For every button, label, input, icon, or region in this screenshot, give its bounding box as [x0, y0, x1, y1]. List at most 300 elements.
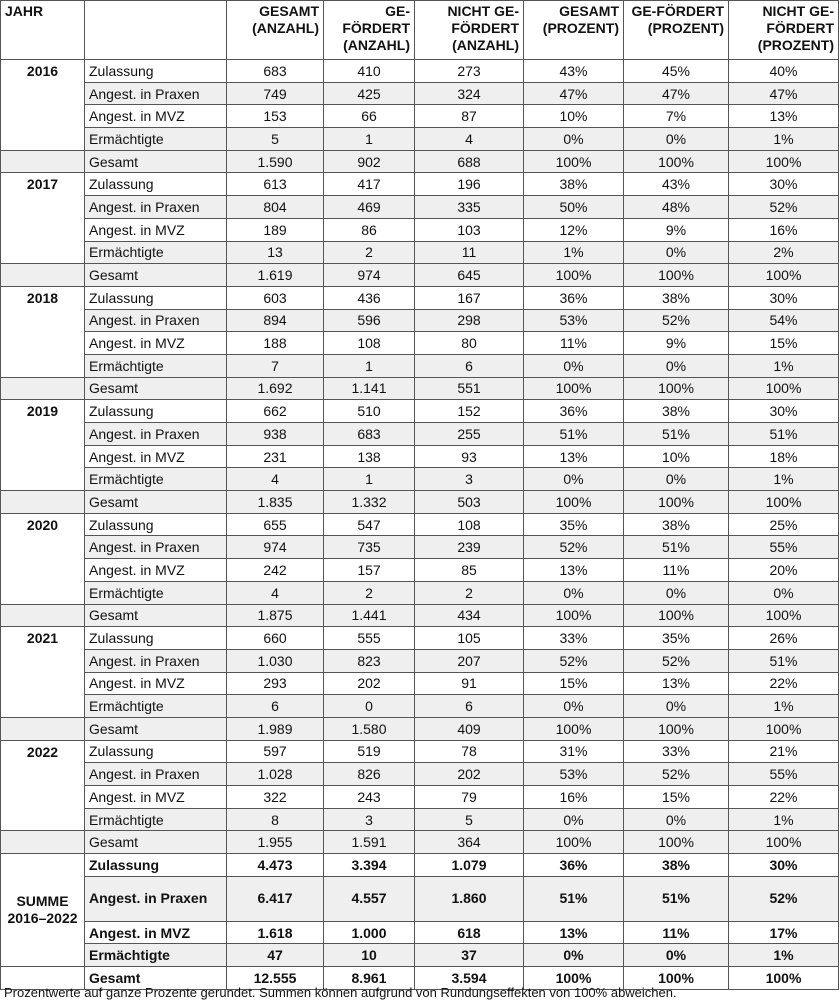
cell-nicht-gefoerdert-anzahl: 108	[415, 513, 524, 536]
cell-nicht-gefoerdert-prozent: 1%	[729, 468, 839, 491]
blank-cell	[1, 264, 85, 287]
cell-kategorie: Ermächtigte	[85, 944, 227, 967]
cell-nicht-gefoerdert-prozent: 21%	[729, 740, 839, 763]
cell-kategorie: Zulassung	[85, 173, 227, 196]
cell-nicht-gefoerdert-prozent: 51%	[729, 423, 839, 446]
cell-nicht-gefoerdert-prozent: 18%	[729, 445, 839, 468]
cell-nicht-gefoerdert-anzahl: 91	[415, 672, 524, 695]
cell-gesamt-anzahl: 231	[227, 445, 324, 468]
cell-nicht-gefoerdert-anzahl: 1.079	[415, 854, 524, 877]
cell-gesamt-anzahl: 153	[227, 105, 324, 128]
cell-nicht-gefoerdert-prozent: 30%	[729, 173, 839, 196]
cell-gesamt-anzahl: 1.835	[227, 491, 324, 514]
cell-gefoerdert-prozent: 9%	[624, 332, 729, 355]
cell-gesamt-anzahl: 749	[227, 82, 324, 105]
cell-gesamt-anzahl: 655	[227, 513, 324, 536]
cell-nicht-gefoerdert-prozent: 100%	[729, 264, 839, 287]
cell-gesamt-anzahl: 1.590	[227, 150, 324, 173]
table-row-summe	[1, 921, 839, 944]
cell-nicht-gefoerdert-anzahl: 2	[415, 581, 524, 604]
cell-gesamt-prozent: 53%	[524, 763, 624, 786]
cell-gefoerdert-prozent: 52%	[624, 763, 729, 786]
cell-gesamt-anzahl: 4.473	[227, 854, 324, 877]
cell-gesamt-prozent: 100%	[524, 150, 624, 173]
table-body	[1, 60, 839, 990]
cell-gefoerdert-anzahl: 417	[324, 173, 415, 196]
cell-gefoerdert-anzahl: 1.141	[324, 377, 415, 400]
cell-gesamt-prozent: 12%	[524, 218, 624, 241]
cell-gefoerdert-prozent: 7%	[624, 105, 729, 128]
cell-nicht-gefoerdert-anzahl: 3.594	[415, 967, 524, 990]
cell-kategorie: Angest. in MVZ	[85, 672, 227, 695]
cell-kategorie: Ermächtigte	[85, 241, 227, 264]
cell-gefoerdert-anzahl: 202	[324, 672, 415, 695]
table-row-summe	[1, 944, 839, 967]
cell-gefoerdert-prozent: 38%	[624, 513, 729, 536]
table-row	[1, 536, 839, 559]
cell-gesamt-anzahl: 8	[227, 808, 324, 831]
cell-gefoerdert-anzahl: 469	[324, 196, 415, 219]
cell-nicht-gefoerdert-anzahl: 273	[415, 60, 524, 83]
cell-nicht-gefoerdert-anzahl: 80	[415, 332, 524, 355]
cell-kategorie: Gesamt	[85, 967, 227, 990]
cell-gefoerdert-prozent: 100%	[624, 150, 729, 173]
cell-kategorie: Angest. in MVZ	[85, 445, 227, 468]
cell-gesamt-prozent: 51%	[524, 876, 624, 921]
cell-gesamt-prozent: 35%	[524, 513, 624, 536]
cell-nicht-gefoerdert-prozent: 52%	[729, 196, 839, 219]
cell-nicht-gefoerdert-anzahl: 645	[415, 264, 524, 287]
cell-gesamt-anzahl: 1.955	[227, 831, 324, 854]
cell-nicht-gefoerdert-anzahl: 364	[415, 831, 524, 854]
table-row	[1, 649, 839, 672]
cell-gefoerdert-anzahl: 974	[324, 264, 415, 287]
cell-nicht-gefoerdert-prozent: 1%	[729, 128, 839, 151]
cell-nicht-gefoerdert-anzahl: 196	[415, 173, 524, 196]
cell-nicht-gefoerdert-anzahl: 167	[415, 286, 524, 309]
cell-nicht-gefoerdert-prozent: 15%	[729, 332, 839, 355]
cell-nicht-gefoerdert-anzahl: 298	[415, 309, 524, 332]
cell-gefoerdert-prozent: 52%	[624, 649, 729, 672]
cell-gefoerdert-anzahl: 1.000	[324, 921, 415, 944]
cell-gefoerdert-anzahl: 1	[324, 354, 415, 377]
cell-gefoerdert-prozent: 13%	[624, 672, 729, 695]
cell-nicht-gefoerdert-prozent: 2%	[729, 241, 839, 264]
cell-gesamt-prozent: 51%	[524, 423, 624, 446]
table-row	[1, 423, 839, 446]
cell-nicht-gefoerdert-prozent: 26%	[729, 627, 839, 650]
cell-nicht-gefoerdert-anzahl: 202	[415, 763, 524, 786]
cell-kategorie: Zulassung	[85, 60, 227, 83]
cell-gesamt-anzahl: 603	[227, 286, 324, 309]
cell-gesamt-prozent: 100%	[524, 967, 624, 990]
cell-gefoerdert-prozent: 38%	[624, 286, 729, 309]
cell-gesamt-anzahl: 974	[227, 536, 324, 559]
cell-nicht-gefoerdert-anzahl: 324	[415, 82, 524, 105]
cell-kategorie: Zulassung	[85, 627, 227, 650]
cell-gesamt-anzahl: 804	[227, 196, 324, 219]
cell-gesamt-prozent: 10%	[524, 105, 624, 128]
table-row	[1, 559, 839, 582]
cell-nicht-gefoerdert-prozent: 100%	[729, 491, 839, 514]
cell-gesamt-anzahl: 4	[227, 468, 324, 491]
cell-gefoerdert-anzahl: 510	[324, 400, 415, 423]
cell-gesamt-anzahl: 293	[227, 672, 324, 695]
cell-gefoerdert-anzahl: 425	[324, 82, 415, 105]
cell-nicht-gefoerdert-anzahl: 79	[415, 786, 524, 809]
table-row	[1, 763, 839, 786]
cell-gefoerdert-prozent: 51%	[624, 423, 729, 446]
cell-gefoerdert-prozent: 52%	[624, 309, 729, 332]
cell-gefoerdert-prozent: 0%	[624, 128, 729, 151]
cell-nicht-gefoerdert-prozent: 1%	[729, 944, 839, 967]
table-row-gesamt	[1, 831, 839, 854]
cell-gesamt-anzahl: 4	[227, 581, 324, 604]
footnote: Prozentwerte auf ganze Prozente gerundet. Summen können aufgrund von Rundungseffekten von 100% abweichen.	[4, 985, 677, 1000]
cell-kategorie: Angest. in Praxen	[85, 196, 227, 219]
cell-nicht-gefoerdert-prozent: 55%	[729, 763, 839, 786]
cell-kategorie: Gesamt	[85, 264, 227, 287]
cell-nicht-gefoerdert-anzahl: 503	[415, 491, 524, 514]
cell-nicht-gefoerdert-anzahl: 4	[415, 128, 524, 151]
cell-gefoerdert-prozent: 38%	[624, 400, 729, 423]
cell-nicht-gefoerdert-anzahl: 37	[415, 944, 524, 967]
cell-nicht-gefoerdert-prozent: 100%	[729, 967, 839, 990]
cell-gefoerdert-prozent: 100%	[624, 491, 729, 514]
cell-gefoerdert-anzahl: 735	[324, 536, 415, 559]
table-row-gesamt	[1, 717, 839, 740]
cell-gefoerdert-anzahl: 596	[324, 309, 415, 332]
cell-gesamt-prozent: 36%	[524, 400, 624, 423]
cell-nicht-gefoerdert-prozent: 1%	[729, 808, 839, 831]
table-row-summe	[1, 854, 839, 877]
cell-gefoerdert-prozent: 45%	[624, 60, 729, 83]
cell-gefoerdert-prozent: 0%	[624, 944, 729, 967]
cell-nicht-gefoerdert-anzahl: 78	[415, 740, 524, 763]
cell-gefoerdert-prozent: 0%	[624, 581, 729, 604]
cell-kategorie: Angest. in MVZ	[85, 921, 227, 944]
table-row	[1, 695, 839, 718]
cell-nicht-gefoerdert-prozent: 25%	[729, 513, 839, 536]
table-row	[1, 808, 839, 831]
header-gefoerdert-anzahl: GE-FÖRDERT (ANZAHL)	[324, 1, 415, 60]
cell-nicht-gefoerdert-prozent: 47%	[729, 82, 839, 105]
cell-gesamt-anzahl: 662	[227, 400, 324, 423]
cell-gesamt-prozent: 0%	[524, 468, 624, 491]
cell-nicht-gefoerdert-prozent: 1%	[729, 695, 839, 718]
cell-gefoerdert-prozent: 15%	[624, 786, 729, 809]
cell-gefoerdert-prozent: 100%	[624, 377, 729, 400]
cell-kategorie: Zulassung	[85, 286, 227, 309]
cell-gefoerdert-prozent: 0%	[624, 354, 729, 377]
table-row	[1, 400, 839, 423]
table-row	[1, 241, 839, 264]
cell-kategorie: Ermächtigte	[85, 808, 227, 831]
year-cell: 2018	[1, 286, 85, 377]
cell-gesamt-prozent: 47%	[524, 82, 624, 105]
cell-gefoerdert-prozent: 51%	[624, 876, 729, 921]
cell-kategorie: Zulassung	[85, 513, 227, 536]
cell-gefoerdert-anzahl: 1.591	[324, 831, 415, 854]
cell-gefoerdert-anzahl: 683	[324, 423, 415, 446]
cell-nicht-gefoerdert-prozent: 54%	[729, 309, 839, 332]
cell-gefoerdert-anzahl: 902	[324, 150, 415, 173]
cell-nicht-gefoerdert-anzahl: 103	[415, 218, 524, 241]
header-jahr: JAHR	[1, 1, 85, 60]
blank-cell	[1, 604, 85, 627]
table-row	[1, 82, 839, 105]
cell-gefoerdert-anzahl: 3	[324, 808, 415, 831]
cell-gesamt-prozent: 100%	[524, 717, 624, 740]
cell-gesamt-prozent: 36%	[524, 854, 624, 877]
cell-kategorie: Ermächtigte	[85, 354, 227, 377]
cell-nicht-gefoerdert-prozent: 0%	[729, 581, 839, 604]
cell-gesamt-prozent: 15%	[524, 672, 624, 695]
table-row	[1, 218, 839, 241]
year-cell: 2017	[1, 173, 85, 264]
cell-kategorie: Angest. in Praxen	[85, 536, 227, 559]
year-cell: 2020	[1, 513, 85, 604]
cell-nicht-gefoerdert-anzahl: 85	[415, 559, 524, 582]
table-row	[1, 786, 839, 809]
cell-gefoerdert-anzahl: 108	[324, 332, 415, 355]
table-row	[1, 286, 839, 309]
cell-kategorie: Angest. in Praxen	[85, 82, 227, 105]
year-cell: 2016	[1, 60, 85, 151]
cell-nicht-gefoerdert-anzahl: 551	[415, 377, 524, 400]
cell-gefoerdert-prozent: 100%	[624, 264, 729, 287]
cell-nicht-gefoerdert-anzahl: 152	[415, 400, 524, 423]
table-row	[1, 332, 839, 355]
cell-kategorie: Angest. in Praxen	[85, 876, 227, 921]
cell-kategorie: Ermächtigte	[85, 128, 227, 151]
table-row	[1, 173, 839, 196]
table-row	[1, 513, 839, 536]
cell-gesamt-prozent: 38%	[524, 173, 624, 196]
cell-kategorie: Angest. in MVZ	[85, 218, 227, 241]
cell-nicht-gefoerdert-anzahl: 6	[415, 354, 524, 377]
cell-gefoerdert-anzahl: 2	[324, 581, 415, 604]
cell-gesamt-anzahl: 597	[227, 740, 324, 763]
cell-gesamt-anzahl: 6	[227, 695, 324, 718]
cell-kategorie: Angest. in MVZ	[85, 332, 227, 355]
cell-nicht-gefoerdert-anzahl: 87	[415, 105, 524, 128]
cell-gefoerdert-anzahl: 1.332	[324, 491, 415, 514]
cell-kategorie: Angest. in MVZ	[85, 105, 227, 128]
cell-gefoerdert-anzahl: 823	[324, 649, 415, 672]
cell-gesamt-anzahl: 188	[227, 332, 324, 355]
cell-gesamt-anzahl: 1.619	[227, 264, 324, 287]
header-gesamt-prozent: GESAMT (PROZENT)	[524, 1, 624, 60]
cell-kategorie: Zulassung	[85, 740, 227, 763]
cell-gesamt-anzahl: 322	[227, 786, 324, 809]
table-row	[1, 60, 839, 83]
cell-nicht-gefoerdert-prozent: 100%	[729, 604, 839, 627]
cell-nicht-gefoerdert-anzahl: 5	[415, 808, 524, 831]
table-row-gesamt	[1, 377, 839, 400]
cell-gefoerdert-prozent: 11%	[624, 921, 729, 944]
cell-kategorie: Ermächtigte	[85, 468, 227, 491]
cell-nicht-gefoerdert-prozent: 100%	[729, 717, 839, 740]
table-row-gesamt	[1, 264, 839, 287]
cell-gefoerdert-prozent: 11%	[624, 559, 729, 582]
cell-gesamt-anzahl: 894	[227, 309, 324, 332]
cell-gesamt-anzahl: 1.875	[227, 604, 324, 627]
cell-gefoerdert-anzahl: 1.580	[324, 717, 415, 740]
cell-gesamt-prozent: 13%	[524, 559, 624, 582]
cell-gefoerdert-anzahl: 1.441	[324, 604, 415, 627]
cell-gefoerdert-prozent: 100%	[624, 604, 729, 627]
table-header	[1, 1, 839, 60]
cell-nicht-gefoerdert-anzahl: 105	[415, 627, 524, 650]
blank-cell	[1, 491, 85, 514]
cell-gefoerdert-anzahl: 66	[324, 105, 415, 128]
table-row-gesamt	[1, 491, 839, 514]
table-row	[1, 309, 839, 332]
cell-gesamt-anzahl: 660	[227, 627, 324, 650]
cell-gesamt-prozent: 52%	[524, 536, 624, 559]
cell-gefoerdert-anzahl: 1	[324, 468, 415, 491]
cell-nicht-gefoerdert-anzahl: 409	[415, 717, 524, 740]
cell-nicht-gefoerdert-prozent: 100%	[729, 150, 839, 173]
cell-nicht-gefoerdert-prozent: 22%	[729, 672, 839, 695]
cell-gefoerdert-anzahl: 10	[324, 944, 415, 967]
cell-gesamt-anzahl: 7	[227, 354, 324, 377]
header-gesamt-anzahl: GESAMT (ANZAHL)	[227, 1, 324, 60]
cell-nicht-gefoerdert-prozent: 16%	[729, 218, 839, 241]
cell-gesamt-prozent: 0%	[524, 695, 624, 718]
cell-gefoerdert-prozent: 0%	[624, 808, 729, 831]
cell-nicht-gefoerdert-anzahl: 1.860	[415, 876, 524, 921]
cell-gesamt-anzahl: 189	[227, 218, 324, 241]
cell-gefoerdert-prozent: 10%	[624, 445, 729, 468]
cell-gefoerdert-anzahl: 8.961	[324, 967, 415, 990]
cell-gesamt-anzahl: 12.555	[227, 967, 324, 990]
table-row	[1, 581, 839, 604]
table-row	[1, 196, 839, 219]
year-cell: 2019	[1, 400, 85, 491]
cell-gesamt-prozent: 50%	[524, 196, 624, 219]
cell-gesamt-anzahl: 1.692	[227, 377, 324, 400]
cell-nicht-gefoerdert-prozent: 30%	[729, 286, 839, 309]
year-cell: SUMME 2016–2022	[1, 854, 85, 967]
cell-gesamt-anzahl: 47	[227, 944, 324, 967]
cell-nicht-gefoerdert-prozent: 52%	[729, 876, 839, 921]
cell-gefoerdert-prozent: 0%	[624, 468, 729, 491]
cell-gefoerdert-anzahl: 4.557	[324, 876, 415, 921]
cell-gesamt-prozent: 0%	[524, 354, 624, 377]
cell-kategorie: Angest. in Praxen	[85, 763, 227, 786]
cell-kategorie: Angest. in Praxen	[85, 309, 227, 332]
cell-gesamt-prozent: 100%	[524, 831, 624, 854]
cell-gesamt-prozent: 0%	[524, 808, 624, 831]
table-row	[1, 740, 839, 763]
cell-gesamt-prozent: 0%	[524, 128, 624, 151]
year-cell: 2022	[1, 740, 85, 831]
table-row	[1, 468, 839, 491]
cell-nicht-gefoerdert-anzahl: 618	[415, 921, 524, 944]
cell-gefoerdert-anzahl: 0	[324, 695, 415, 718]
cell-nicht-gefoerdert-prozent: 22%	[729, 786, 839, 809]
cell-gefoerdert-anzahl: 138	[324, 445, 415, 468]
cell-nicht-gefoerdert-prozent: 40%	[729, 60, 839, 83]
cell-nicht-gefoerdert-prozent: 30%	[729, 400, 839, 423]
cell-gefoerdert-prozent: 100%	[624, 831, 729, 854]
cell-gefoerdert-anzahl: 547	[324, 513, 415, 536]
cell-nicht-gefoerdert-anzahl: 207	[415, 649, 524, 672]
cell-gefoerdert-anzahl: 157	[324, 559, 415, 582]
cell-gesamt-anzahl: 683	[227, 60, 324, 83]
cell-kategorie: Gesamt	[85, 831, 227, 854]
cell-gesamt-anzahl: 242	[227, 559, 324, 582]
cell-gefoerdert-prozent: 47%	[624, 82, 729, 105]
cell-gefoerdert-anzahl: 410	[324, 60, 415, 83]
cell-nicht-gefoerdert-prozent: 55%	[729, 536, 839, 559]
cell-gefoerdert-anzahl: 3.394	[324, 854, 415, 877]
blank-cell	[1, 150, 85, 173]
cell-gefoerdert-prozent: 0%	[624, 695, 729, 718]
cell-gesamt-prozent: 13%	[524, 445, 624, 468]
cell-kategorie: Gesamt	[85, 150, 227, 173]
cell-nicht-gefoerdert-prozent: 51%	[729, 649, 839, 672]
table-row	[1, 627, 839, 650]
cell-nicht-gefoerdert-anzahl: 11	[415, 241, 524, 264]
cell-kategorie: Zulassung	[85, 400, 227, 423]
cell-nicht-gefoerdert-anzahl: 255	[415, 423, 524, 446]
cell-kategorie: Angest. in Praxen	[85, 649, 227, 672]
cell-gefoerdert-prozent: 35%	[624, 627, 729, 650]
cell-gesamt-prozent: 0%	[524, 581, 624, 604]
cell-gefoerdert-anzahl: 519	[324, 740, 415, 763]
cell-gefoerdert-anzahl: 555	[324, 627, 415, 650]
cell-kategorie: Gesamt	[85, 377, 227, 400]
cell-nicht-gefoerdert-anzahl: 3	[415, 468, 524, 491]
cell-gefoerdert-prozent: 100%	[624, 967, 729, 990]
table-row	[1, 128, 839, 151]
cell-gefoerdert-prozent: 43%	[624, 173, 729, 196]
table-row	[1, 445, 839, 468]
table-row-gesamt	[1, 604, 839, 627]
cell-kategorie: Zulassung	[85, 854, 227, 877]
cell-gesamt-anzahl: 1.028	[227, 763, 324, 786]
table-row-summe	[1, 876, 839, 921]
cell-gefoerdert-prozent: 9%	[624, 218, 729, 241]
cell-nicht-gefoerdert-prozent: 17%	[729, 921, 839, 944]
cell-nicht-gefoerdert-prozent: 20%	[729, 559, 839, 582]
blank-cell	[1, 717, 85, 740]
cell-gefoerdert-anzahl: 826	[324, 763, 415, 786]
table-row-gesamt	[1, 150, 839, 173]
header-kategorie	[85, 1, 227, 60]
cell-nicht-gefoerdert-prozent: 30%	[729, 854, 839, 877]
cell-gesamt-prozent: 36%	[524, 286, 624, 309]
header-nicht-gefoerdert-prozent: NICHT GE-FÖRDERT (PROZENT)	[729, 1, 839, 60]
cell-nicht-gefoerdert-prozent: 100%	[729, 377, 839, 400]
header-gefoerdert-prozent: GE-FÖRDERT (PROZENT)	[624, 1, 729, 60]
cell-gesamt-prozent: 43%	[524, 60, 624, 83]
blank-cell	[1, 831, 85, 854]
cell-gefoerdert-anzahl: 86	[324, 218, 415, 241]
cell-gefoerdert-prozent: 33%	[624, 740, 729, 763]
cell-kategorie: Angest. in Praxen	[85, 423, 227, 446]
cell-nicht-gefoerdert-anzahl: 6	[415, 695, 524, 718]
cell-gefoerdert-prozent: 51%	[624, 536, 729, 559]
cell-gesamt-prozent: 100%	[524, 264, 624, 287]
cell-gesamt-prozent: 100%	[524, 491, 624, 514]
cell-gesamt-anzahl: 613	[227, 173, 324, 196]
cell-gesamt-prozent: 11%	[524, 332, 624, 355]
cell-gesamt-anzahl: 1.989	[227, 717, 324, 740]
